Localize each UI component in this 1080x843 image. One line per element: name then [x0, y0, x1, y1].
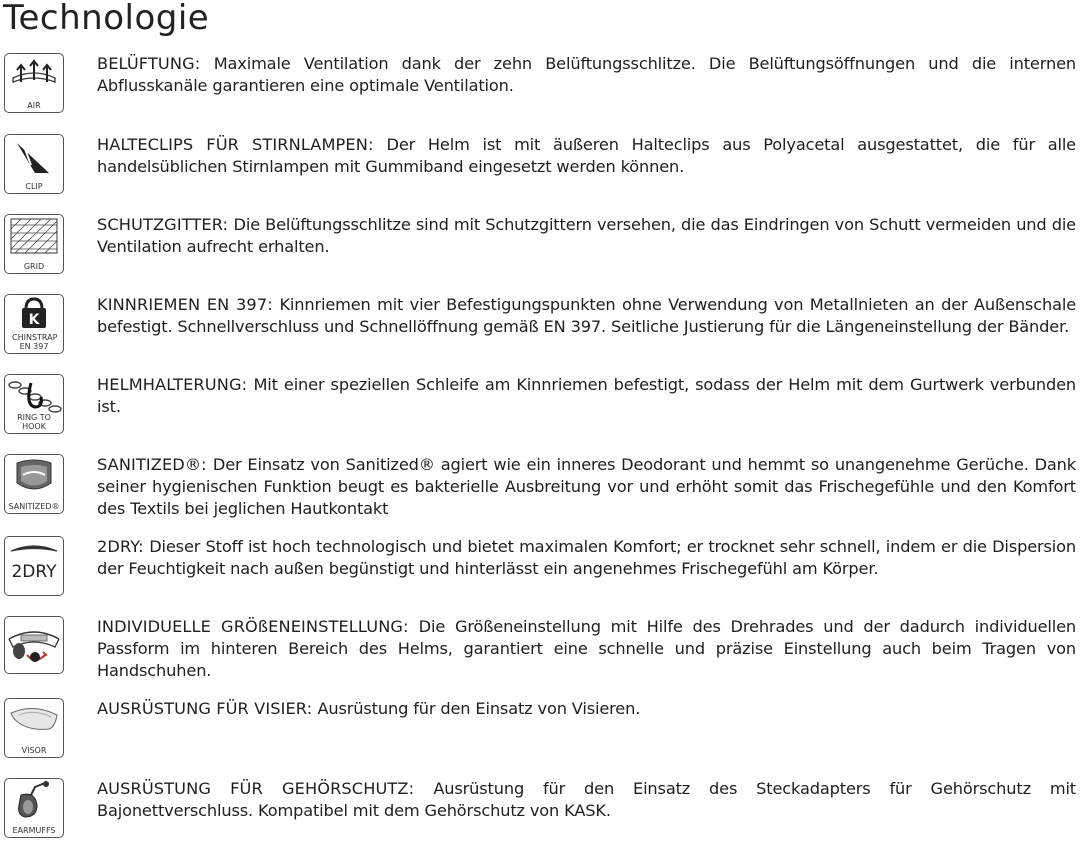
icon-label: EARMUFFS: [12, 826, 56, 835]
sanitized-icon: [4, 454, 64, 514]
feature-description: Mit einer speziellen Schleife am Kinnriemen befestigt, sodass der Helm mit dem Gurtwerk verbunden ist.: [97, 375, 1076, 416]
feature-text: [97, 294, 1076, 338]
clip-icon: [4, 134, 64, 194]
earmuffs-icon: [4, 778, 64, 838]
feature-heading: INDIVIDUELLE GRÖßENEINSTELLUNG:: [97, 617, 419, 636]
feature-heading: 2DRY:: [97, 537, 150, 556]
feature-description: Ausrüstung für den Einsatz des Steckadapters für Gehörschutz mit Bajonettverschluss. Kompatibel mit dem Gehörschutz von KASK.: [97, 779, 1076, 820]
ring-to-hook-icon: [4, 374, 64, 434]
icon-label: 2DRY: [11, 562, 57, 582]
page-title: Technologie: [3, 0, 210, 38]
visor-icon: [4, 698, 64, 758]
feature-description: Die Belüftungsschlitze sind mit Schutzgittern versehen, die das Eindringen von Schutt vermeiden und die Ventilation aufrecht erhalten.: [97, 215, 1076, 256]
icon-label: CLIP: [25, 182, 43, 191]
feature-text: [97, 214, 1076, 258]
air-icon: [4, 53, 64, 113]
feature-heading: KINNRIEMEN EN 397:: [97, 295, 280, 314]
feature-description: Der Einsatz von Sanitized® agiert wie ein inneres Deodorant und hemmt so unangenehme Gerüche. Dank seiner hygienischen Funktion beugt es bakterielle Ausbreitung vor und erhöht somit das Frischegefühle und den Komfort des Textils bei jeglichen Hautkontakt: [97, 455, 1076, 518]
feature-heading: SCHUTZGITTER:: [97, 215, 234, 234]
feature-heading: AUSRÜSTUNG FÜR VISIER:: [97, 699, 318, 718]
feature-description: Die Größeneinstellung mit Hilfe des Drehrades und der dadurch individuellen Passform im hinteren Bereich des Helms, garantiert eine schnelle und präzise Einstellung auch beim Tragen von Handschuhen.: [97, 617, 1076, 680]
icon-label: GRID: [23, 262, 45, 271]
feature-text: [97, 778, 1076, 822]
feature-description: Maximale Ventilation dank der zehn Belüftungsschlitze. Die Belüftungsöffnungen und die internen Abflusskanäle garantieren eine optimale Ventilation.: [97, 54, 1076, 95]
icon-label: RING TO HOOK: [17, 413, 51, 431]
icon-label: VISOR: [21, 746, 47, 755]
svg-text:K: K: [28, 312, 40, 328]
feature-description: Dieser Stoff ist hoch technologisch und bietet maximalen Komfort; er trocknet sehr schnell, indem er die Dispersion der Feuchtigkeit nach außen begünstigt und hinterlässt ein angenehmes Frischegefühl am Körper.: [97, 537, 1076, 578]
feature-heading: HALTECLIPS FÜR STIRNLAMPEN:: [97, 135, 387, 154]
feature-text: [97, 374, 1076, 418]
chinstrap-icon: [4, 294, 64, 354]
feature-heading: HELMHALTERUNG:: [97, 375, 254, 394]
feature-text: [97, 698, 1076, 720]
feature-text: [97, 53, 1076, 97]
feature-heading: SANITIZED®:: [97, 455, 213, 474]
icon-label: AIR: [27, 101, 41, 110]
grid-icon: [4, 214, 64, 274]
feature-text: [97, 134, 1076, 178]
feature-heading: AUSRÜSTUNG FÜR GEHÖRSCHUTZ:: [97, 779, 434, 798]
feature-description: Kinnriemen mit vier Befestigungspunkten ohne Verwendung von Metallnieten an der Außenschale befestigt. Schnellverschluss und Schnellöffnung gemäß EN 397. Seitliche Justierung für die Längeneinstellung der Bänder.: [97, 295, 1076, 336]
feature-description: Der Helm ist mit äußeren Halteclips aus Polyacetal ausgestattet, die für alle handelsüblichen Stirnlampen mit Gummiband eingesetzt werden können.: [97, 135, 1076, 176]
feature-heading: BELÜFTUNG:: [97, 54, 214, 73]
icon-label: CHINSTRAP EN 397: [12, 333, 58, 351]
feature-text: [97, 454, 1076, 520]
size-adjustment-icon: [4, 616, 64, 674]
2dry-icon: [4, 536, 64, 596]
feature-description: Ausrüstung für den Einsatz von Visieren.: [317, 699, 641, 718]
icon-label: SANITIZED®: [8, 502, 60, 511]
feature-text: [97, 536, 1076, 580]
feature-text: [97, 616, 1076, 682]
